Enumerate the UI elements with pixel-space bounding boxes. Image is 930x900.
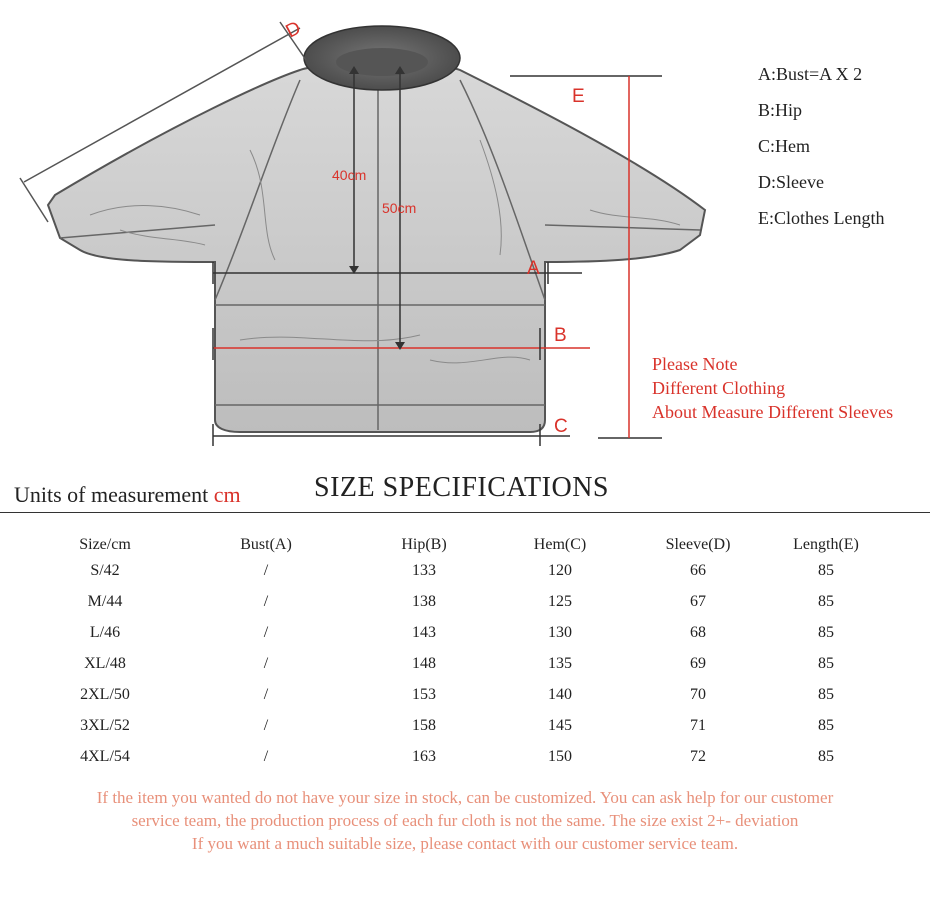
cell-length: 85: [818, 717, 834, 734]
dim-40-label: 40cm: [332, 167, 367, 183]
cell-hem: 145: [548, 717, 572, 734]
units-of-measurement: [14, 482, 241, 508]
legend-item-bust: A:Bust=A X 2: [758, 64, 863, 84]
sleeve-note: [652, 352, 893, 424]
label-b: B: [554, 325, 567, 346]
cell-bust: /: [263, 562, 269, 579]
jacket-silhouette: [48, 64, 705, 432]
cell-bust: /: [263, 717, 269, 734]
cell-size: S/42: [90, 562, 120, 579]
cell-bust: /: [263, 624, 269, 641]
cell-hip: 138: [412, 593, 436, 610]
notice-line: service team, the production process of each fur cloth is not the same. The size exist 2+- deviation: [131, 811, 799, 830]
label-c: C: [554, 416, 568, 437]
cell-length: 85: [818, 562, 834, 579]
cell-size: 2XL/50: [80, 686, 130, 703]
cell-sleeve: 68: [690, 624, 706, 641]
cell-length: 85: [818, 593, 834, 610]
note-line: Please Note: [652, 354, 738, 374]
table-row: [0, 624, 930, 655]
cell-size: 4XL/54: [80, 748, 130, 765]
table-header-row: [0, 536, 930, 562]
cell-hem: 130: [548, 624, 572, 641]
cell-bust: /: [263, 748, 269, 765]
column-header-size: Size/cm: [79, 536, 131, 553]
table-row: [0, 655, 930, 686]
notice-line: If the item you wanted do not have your size in stock, can be customized. You can ask help for our customer: [96, 788, 834, 807]
table-row: [0, 717, 930, 748]
dim-50-label: 50cm: [382, 200, 417, 216]
units-label: Units of measurement: [14, 482, 209, 507]
cell-hip: 153: [412, 686, 436, 703]
cell-hem: 150: [548, 748, 572, 765]
column-header-hip: Hip(B): [401, 536, 447, 553]
legend-item-hem: C:Hem: [758, 136, 810, 156]
cell-sleeve: 72: [690, 748, 706, 765]
cell-hip: 133: [412, 562, 436, 579]
note-line: Different Clothing: [652, 378, 786, 398]
cell-hip: 163: [412, 748, 436, 765]
cell-hem: 125: [548, 593, 572, 610]
cell-size: XL/48: [84, 655, 126, 672]
cell-size: M/44: [87, 593, 123, 610]
label-e: E: [572, 86, 585, 107]
cell-bust: /: [263, 655, 269, 672]
legend-item-sleeve: D:Sleeve: [758, 172, 824, 192]
cell-hem: 140: [548, 686, 572, 703]
legend-item-length: E:Clothes Length: [758, 208, 885, 228]
cell-hem: 135: [548, 655, 572, 672]
notice-line: If you want a much suitable size, please contact with our customer service team.: [191, 834, 739, 853]
customization-notice: [0, 786, 930, 855]
table-row: [0, 748, 930, 779]
cell-sleeve: 67: [690, 593, 706, 610]
table-row: [0, 593, 930, 624]
table-row: [0, 562, 930, 593]
cell-sleeve: 71: [690, 717, 706, 734]
cell-hip: 158: [412, 717, 436, 734]
cell-length: 85: [818, 624, 834, 641]
label-d: D: [282, 17, 305, 43]
table-row: [0, 686, 930, 717]
cell-length: 85: [818, 748, 834, 765]
cell-length: 85: [818, 655, 834, 672]
fur-collar-inner: [336, 48, 428, 76]
cell-length: 85: [818, 686, 834, 703]
measurement-legend: [758, 62, 884, 242]
divider: [0, 512, 930, 513]
cell-bust: /: [263, 593, 269, 610]
legend-item-hip: B:Hip: [758, 100, 803, 120]
cell-hip: 143: [412, 624, 436, 641]
cell-sleeve: 70: [690, 686, 706, 703]
size-table: [0, 536, 930, 779]
cell-size: L/46: [89, 624, 121, 641]
cell-sleeve: 66: [690, 562, 706, 579]
column-header-sleeve: Sleeve(D): [665, 536, 731, 553]
units-value: cm: [213, 482, 241, 507]
cell-hip: 148: [412, 655, 436, 672]
cell-bust: /: [263, 686, 269, 703]
note-line: About Measure Different Sleeves: [652, 402, 894, 422]
page-title: SIZE SPECIFICATIONS: [314, 472, 609, 503]
cell-hem: 120: [548, 562, 572, 579]
column-header-bust: Bust(A): [240, 536, 292, 553]
cell-size: 3XL/52: [80, 717, 130, 734]
column-header-length: Length(E): [793, 536, 859, 553]
label-a: A: [527, 258, 540, 279]
column-header-hem: Hem(C): [533, 536, 587, 553]
cell-sleeve: 69: [690, 655, 706, 672]
